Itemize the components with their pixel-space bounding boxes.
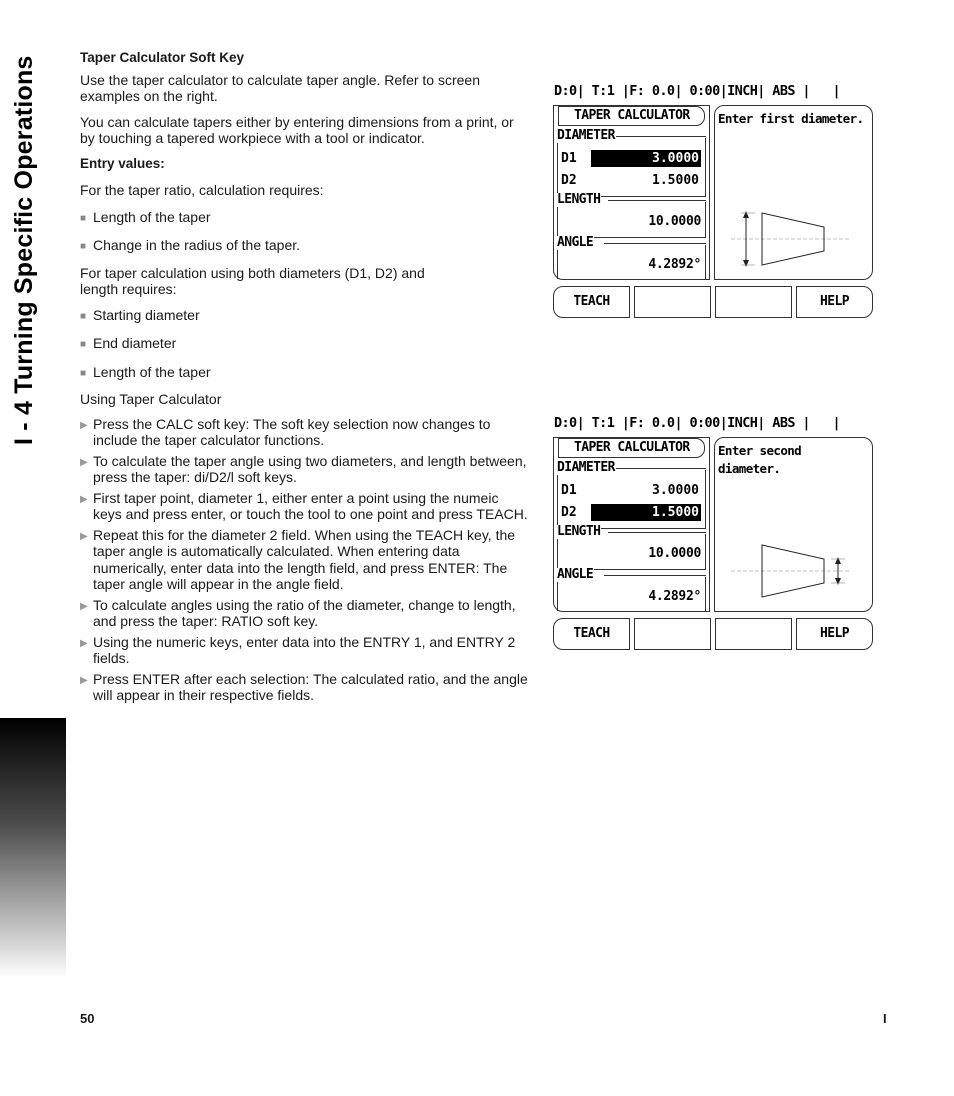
- diameter-group: [557, 460, 706, 529]
- entry-values-heading: Entry values:: [80, 155, 165, 171]
- panel-title: TAPER CALCULATOR: [558, 438, 705, 458]
- d1-label: D1: [561, 151, 577, 166]
- softkey-2[interactable]: [634, 618, 711, 650]
- page-number: 50: [80, 1011, 95, 1026]
- list-item: ■ Change in the radius of the taper.: [80, 237, 528, 256]
- using-calculator-label: Using Taper Calculator: [80, 391, 222, 407]
- d2-field[interactable]: [561, 504, 701, 521]
- d2-label: D2: [561, 173, 577, 188]
- d2-value: 1.5000: [591, 504, 701, 521]
- help-softkey[interactable]: HELP: [796, 618, 873, 650]
- step-item: ▶ To calculate the taper angle using two diameters, and length between, press the taper: di/D2/l soft keys.: [80, 452, 527, 485]
- triangle-bullet-icon: ▶: [80, 600, 88, 612]
- dro-screen-second-diameter: [552, 415, 874, 655]
- square-bullet-icon: ■: [80, 339, 87, 350]
- angle-value: 4.2892°: [648, 589, 701, 604]
- angle-label: ANGLE: [557, 235, 594, 250]
- text-column: [80, 50, 528, 704]
- prompt-panel: [714, 105, 873, 280]
- chapter-tab-gradient: [0, 718, 66, 978]
- method-paragraph: You can calculate tapers either by entering dimensions from a print, or by touching a tapered workpiece with a tool or indicator.: [80, 113, 514, 146]
- status-bar: D:0| T:1 |F: 0.0| 0:00|INCH| ABS | |: [554, 415, 841, 431]
- step-item: ▶ Repeat this for the diameter 2 field. When using the TEACH key, the taper angle is automatically calculated. When entering data numerically, enter data into the length field, and press ENTER: The taper angle will appear in the angle field.: [80, 526, 516, 592]
- list-item: ■ End diameter: [80, 335, 528, 354]
- chapter-marker: I: [883, 1011, 887, 1026]
- step-item: ▶ To calculate angles using the ratio of the diameter, change to length, and press the taper: RATIO soft key.: [80, 596, 516, 629]
- length-label: LENGTH: [557, 524, 601, 539]
- length-value: 10.0000: [648, 546, 701, 561]
- d1-field[interactable]: [561, 482, 701, 499]
- softkey-2[interactable]: [634, 286, 711, 318]
- angle-label: ANGLE: [557, 567, 594, 582]
- step-item: ▶ Press ENTER after each selection: The calculated ratio, and the angle will appear in their respective fields.: [80, 670, 528, 703]
- d1-field[interactable]: [561, 150, 701, 167]
- softkey-3[interactable]: [715, 618, 792, 650]
- length-group[interactable]: [557, 524, 706, 570]
- taper-form-panel: [553, 105, 710, 280]
- triangle-bullet-icon: ▶: [80, 674, 88, 686]
- dro-screen-first-diameter: [552, 83, 874, 323]
- intro-paragraph: Use the taper calculator to calculate taper angle. Refer to screen examples on the right.: [80, 71, 480, 104]
- length-group[interactable]: [557, 192, 706, 238]
- list-item: ■ Length of the taper: [80, 209, 528, 228]
- ratio-paragraph: For the taper ratio, calculation requires:: [80, 182, 324, 198]
- taper-diagram-first-diameter-icon: [731, 206, 851, 272]
- length-label: LENGTH: [557, 192, 601, 207]
- angle-group: [557, 235, 706, 279]
- triangle-bullet-icon: ▶: [80, 637, 88, 649]
- d2-label: D2: [561, 505, 577, 520]
- triangle-bullet-icon: ▶: [80, 456, 88, 468]
- panel-title: TAPER CALCULATOR: [558, 106, 705, 126]
- triangle-bullet-icon: ▶: [80, 530, 88, 542]
- triangle-bullet-icon: ▶: [80, 419, 88, 431]
- teach-softkey[interactable]: TEACH: [553, 618, 630, 650]
- step-item: ▶ Using the numeric keys, enter data into the ENTRY 1, and ENTRY 2 fields.: [80, 633, 516, 666]
- list-item: ■ Starting diameter: [80, 307, 528, 326]
- square-bullet-icon: ■: [80, 212, 87, 224]
- step-item: ▶ First taper point, diameter 1, either enter a point using the numeic keys and press enter, or touch the tool to one point and press TEACH.: [80, 489, 528, 522]
- softkey-bar: [553, 618, 873, 650]
- list-item: ■ Length of the taper: [80, 364, 528, 383]
- softkey-3[interactable]: [715, 286, 792, 318]
- square-bullet-icon: ■: [80, 367, 87, 379]
- taper-form-panel: [553, 437, 710, 612]
- softkey-bar: [553, 286, 873, 318]
- diameter-group: [557, 128, 706, 197]
- d1-value: 3.0000: [591, 150, 701, 167]
- prompt-text: Enter first diameter.: [718, 111, 864, 126]
- angle-group: [557, 567, 706, 611]
- square-bullet-icon: ■: [80, 241, 87, 252]
- step-item: ▶ Press the CALC soft key: The soft key selection now changes to include the taper calculator functions.: [80, 415, 491, 448]
- prompt-text: Enter second diameter.: [718, 443, 802, 476]
- teach-softkey[interactable]: TEACH: [553, 286, 630, 318]
- d2-value: 1.5000: [652, 173, 699, 188]
- square-bullet-icon: ■: [80, 310, 87, 322]
- angle-value: 4.2892°: [648, 257, 701, 272]
- help-softkey[interactable]: HELP: [796, 286, 873, 318]
- d2-field[interactable]: [561, 172, 701, 189]
- triangle-bullet-icon: ▶: [80, 493, 88, 505]
- d1-label: D1: [561, 483, 577, 498]
- chapter-side-title: I - 4 Turning Specific Operations: [10, 55, 38, 445]
- prompt-panel: [714, 437, 873, 612]
- diameter-label: DIAMETER: [557, 460, 615, 475]
- diameter-paragraph: For taper calculation using both diameters (D1, D2) and length requires:: [80, 264, 425, 297]
- diameter-label: DIAMETER: [557, 128, 615, 143]
- length-value: 10.0000: [648, 214, 701, 229]
- taper-diagram-second-diameter-icon: [731, 538, 851, 604]
- d1-value: 3.0000: [652, 483, 699, 498]
- status-bar: D:0| T:1 |F: 0.0| 0:00|INCH| ABS | |: [554, 83, 841, 99]
- section-heading: Taper Calculator Soft Key: [80, 50, 245, 65]
